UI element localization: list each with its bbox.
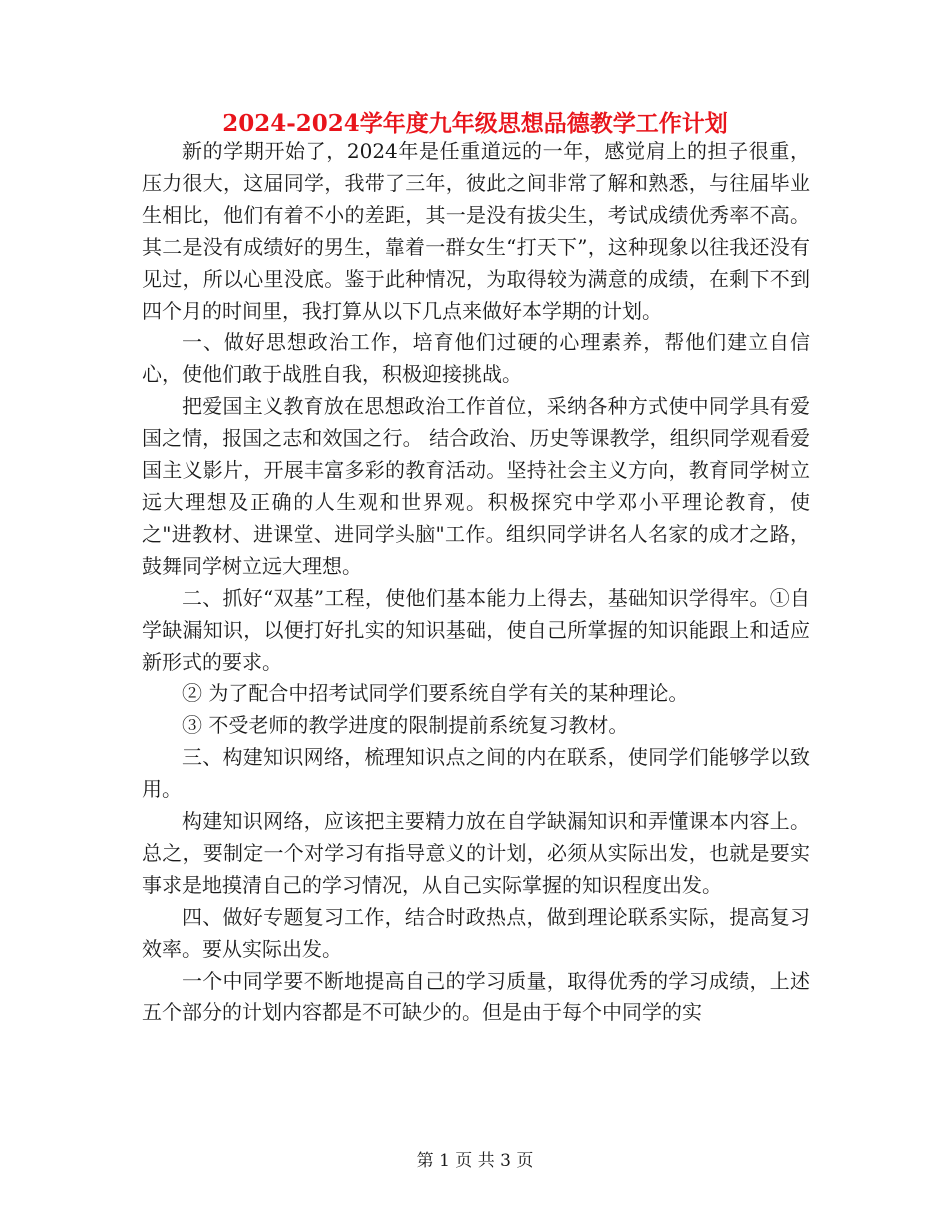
paragraph-section-2: 二、抓好“双基”工程，使他们基本能力上得去，基础知识学得牢。①自学缺漏知识，以便打好扎实的知识基础，使自己所掌握的知识能跟上和适应新形式的要求。 — [142, 585, 810, 674]
paragraph-section-1: 一、做好思想政治工作，培育他们过硬的心理素养，帮他们建立自信心，使他们敢于战胜自我，积极迎接挑战。 — [142, 330, 810, 387]
paragraph-item-2: ② 为了配合中招考试同学们要系统自学有关的某种理论。 — [182, 681, 689, 706]
paragraph-section-3: 三、构建知识网络，梳理知识点之间的内在联系，使同学们能够学以致用。 — [142, 745, 810, 802]
paragraph-knowledge-network: 构建知识网络，应该把主要精力放在自学缺漏知识和弄懂课本内容上。总之，要制定一个对学习有指导意义的计划，必须从实际出发，也就是要实事求是地摸清自己的学习情况，从自己实际掌握的知识程度出发。 — [142, 809, 810, 897]
paragraph-section-4: 四、做好专题复习工作，结合时政热点，做到理论联系实际，提高复习效率。要从实际出发。 — [142, 904, 810, 961]
document-title: 2024-2024学年度九年级思想品德教学工作计划 — [222, 110, 728, 137]
paragraph-patriotic-education: 把爱国主义教育放在思想政治工作首位，采纳各种方式使中同学具有爱国之情，报国之志和效国之行。 结合政治、历史等课教学，组织同学观看爱国主义影片，开展丰富多彩的教育活动。坚持社会主义方向，教育同学树立远大理想及正确的人生观和世界观。积极探究中学邓小平理论教育，使之"进教材、进课堂、进同学头脑"工作。组织同学讲名人名家的成才之路，鼓舞同学树立远大理想。 — [142, 394, 810, 578]
paragraph-intro: 新的学期开始了，2024年是任重道远的一年，感觉肩上的担子很重，压力很大，这届同学，我带了三年，彼此之间非常了解和熟悉，与往届毕业生相比，他们有着不小的差距，其一是没有拔尖生，考试成绩优秀率不高。其二是没有成绩好的男生，靠着一群女生“打天下”，这种现象以往我还没有见过，所以心里没底。鉴于此种情况，为取得较为满意的成绩，在剩下不到四个月的时间里，我打算从以下几点来做好本学期的计划。 — [142, 139, 810, 323]
paragraph-conclusion: 一个中同学要不断地提高自己的学习质量，取得优秀的学习成绩，上述五个部分的计划内容都是不可缺少的。但是由于每个中同学的实 — [142, 968, 810, 1025]
document-body — [142, 136, 810, 1029]
paragraph-item-3: ③ 不受老师的教学进度的限制提前系统复习教材。 — [182, 713, 629, 738]
page-footer: 第 1 页 共 3 页 — [416, 1151, 534, 1171]
